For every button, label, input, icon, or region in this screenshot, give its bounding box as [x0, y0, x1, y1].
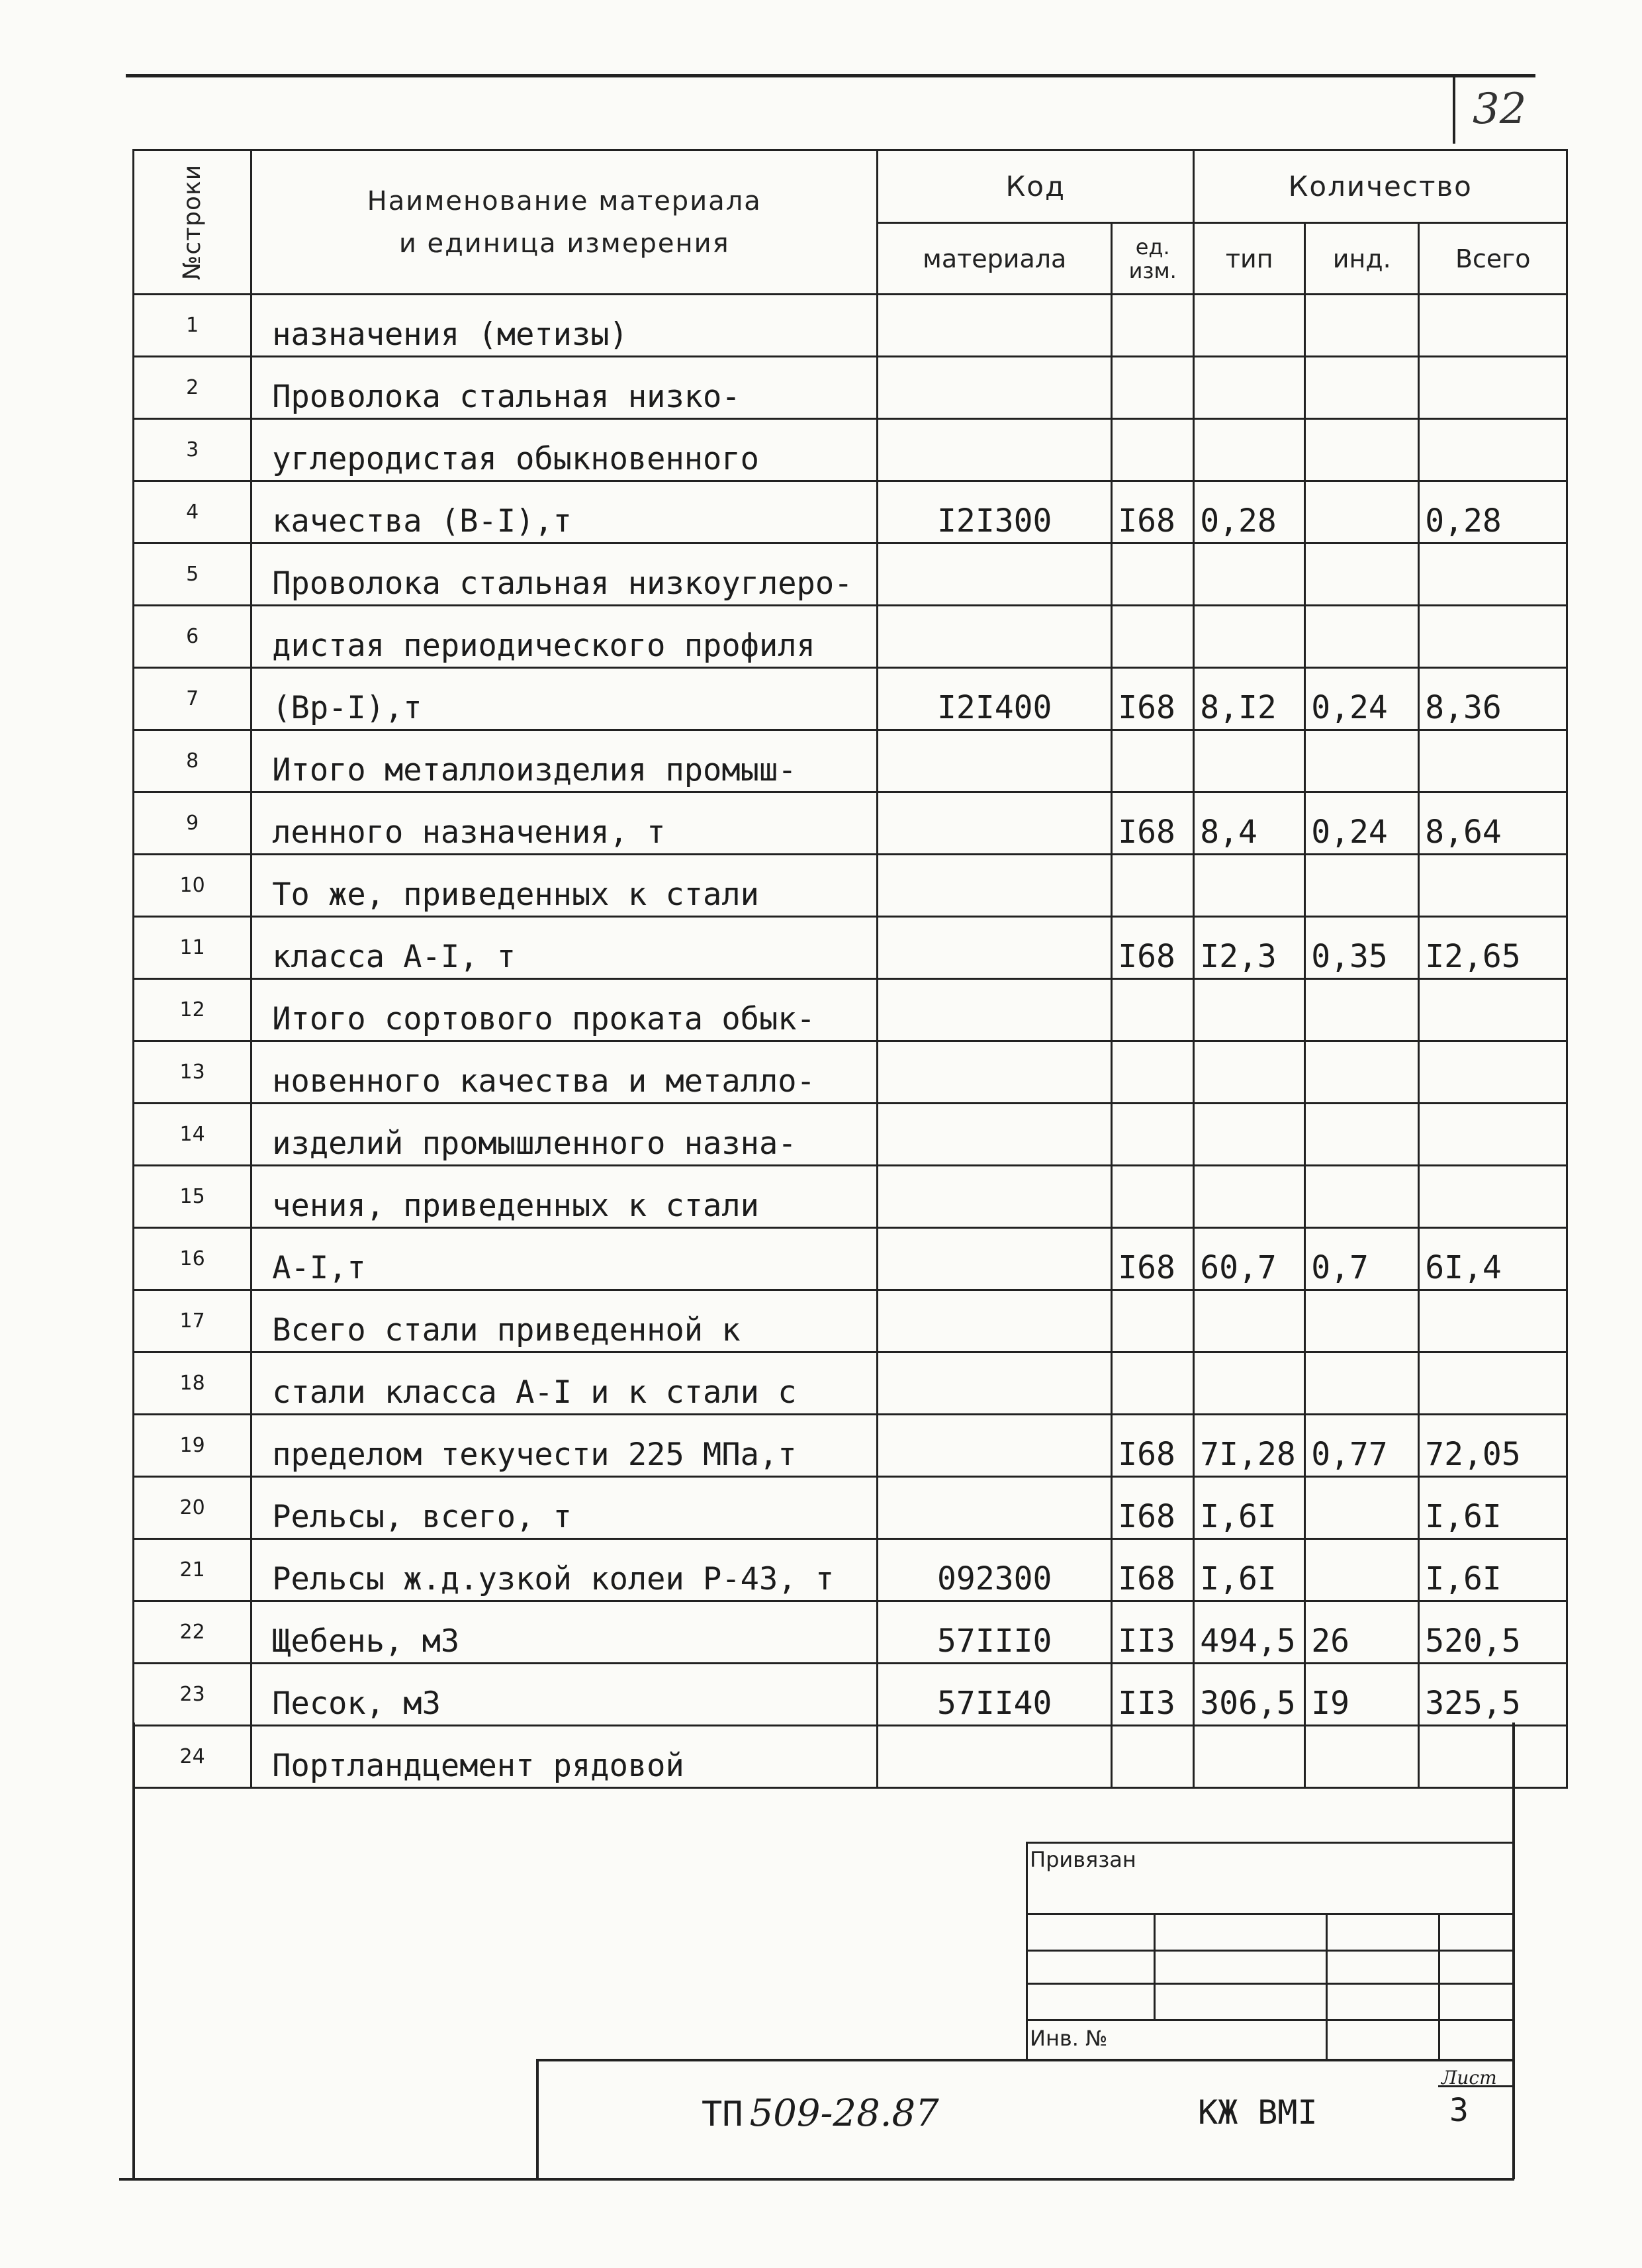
stamp-col-line-1: [1154, 1913, 1156, 2019]
material-code-cell: 57II40: [878, 1664, 1112, 1726]
material-name-cell: новенного качества и металло-: [251, 1041, 878, 1104]
ind-qty-cell: [1305, 1104, 1419, 1166]
material-name-cell: Всего стали приведенной к: [251, 1290, 878, 1352]
material-name-cell: Портландцемент рядовой: [251, 1726, 878, 1788]
total-qty-cell: 0,28: [1419, 481, 1567, 543]
material-name-cell: Проволока стальная низкоуглеро-: [251, 543, 878, 606]
material-code-header: материала: [878, 223, 1112, 295]
stamp-top-line: [1026, 1842, 1514, 1844]
type-qty-cell: 306,5: [1194, 1664, 1305, 1726]
ind-qty-cell: 0,35: [1305, 917, 1419, 979]
row-number-cell: 2: [134, 357, 251, 419]
ind-qty-cell: [1305, 1166, 1419, 1228]
material-code-cell: [878, 1041, 1112, 1104]
unit-code-cell: [1112, 357, 1194, 419]
type-qty-cell: 8,I2: [1194, 668, 1305, 730]
type-qty-cell: 60,7: [1194, 1228, 1305, 1290]
ind-qty-cell: [1305, 606, 1419, 668]
unit-code-cell: [1112, 730, 1194, 792]
row-number-cell: 13: [134, 1041, 251, 1104]
row-number-header: №строки: [134, 150, 251, 295]
table-row: [134, 1477, 1567, 1539]
title-block-left-line: [536, 2059, 539, 2179]
unit-code-cell: [1112, 543, 1194, 606]
material-code-cell: [878, 1415, 1112, 1477]
row-number-cell: 19: [134, 1415, 251, 1477]
stamp-row-line-2: [1028, 1950, 1514, 1952]
material-name-header: Наименование материала и единица измерения: [251, 150, 878, 295]
material-name-cell: дистая периодического профиля: [251, 606, 878, 668]
type-qty-cell: 7I,28: [1194, 1415, 1305, 1477]
frame-bottom-line: [119, 2178, 1514, 2181]
row-number-cell: 16: [134, 1228, 251, 1290]
unit-code-cell: [1112, 1166, 1194, 1228]
table-row: [134, 481, 1567, 543]
stamp-row-line-4: [1028, 2019, 1514, 2021]
ind-qty-cell: [1305, 481, 1419, 543]
stamp-row-line-3: [1028, 1983, 1514, 1985]
ind-qty-cell: 0,77: [1305, 1415, 1419, 1477]
material-name-cell: углеродистая обыкновенного: [251, 419, 878, 481]
stamp-col-line-2: [1326, 1913, 1328, 2060]
table-row: [134, 792, 1567, 855]
row-number-cell: 10: [134, 855, 251, 917]
inventory-label: Инв. №: [1030, 2026, 1108, 2051]
stamp-row-line-1: [1028, 1913, 1514, 1915]
table-row: [134, 1166, 1567, 1228]
type-qty-cell: [1194, 979, 1305, 1041]
page-number: 32: [1473, 85, 1527, 134]
total-qty-header: Всего: [1419, 223, 1567, 295]
type-qty-cell: I2,3: [1194, 917, 1305, 979]
total-qty-cell: [1419, 979, 1567, 1041]
material-code-cell: [878, 917, 1112, 979]
unit-code-cell: [1112, 855, 1194, 917]
total-qty-cell: 6I,4: [1419, 1228, 1567, 1290]
total-qty-cell: [1419, 606, 1567, 668]
material-name-cell: Итого металлоизделия промыш-: [251, 730, 878, 792]
row-number-cell: 5: [134, 543, 251, 606]
ind-qty-cell: 0,24: [1305, 668, 1419, 730]
table-row: [134, 1664, 1567, 1726]
material-name-cell: назначения (метизы): [251, 295, 878, 357]
quantity-group-header: Количество: [1194, 150, 1567, 223]
table-row: [134, 1104, 1567, 1166]
row-number-cell: 15: [134, 1166, 251, 1228]
material-name-cell: Итого сортового проката обык-: [251, 979, 878, 1041]
title-block-top-line: [536, 2059, 1514, 2061]
ind-qty-cell: [1305, 295, 1419, 357]
type-qty-cell: 0,28: [1194, 481, 1305, 543]
document-code: ТП 509-28.87: [702, 2092, 939, 2135]
type-qty-cell: [1194, 1352, 1305, 1415]
material-code-cell: [878, 730, 1112, 792]
unit-code-cell: [1112, 1352, 1194, 1415]
total-qty-cell: [1419, 419, 1567, 481]
type-qty-cell: [1194, 357, 1305, 419]
ind-qty-cell: [1305, 1726, 1419, 1788]
materials-table: [132, 149, 1568, 1789]
table-row: [134, 1041, 1567, 1104]
unit-code-cell: [1112, 1290, 1194, 1352]
table-row: [134, 1726, 1567, 1788]
total-qty-cell: [1419, 1166, 1567, 1228]
row-number-cell: 9: [134, 792, 251, 855]
material-name-cell: чения, приведенных к стали: [251, 1166, 878, 1228]
unit-code-cell: [1112, 1104, 1194, 1166]
total-qty-cell: I,6I: [1419, 1477, 1567, 1539]
table-row: [134, 1352, 1567, 1415]
row-number-cell: 24: [134, 1726, 251, 1788]
total-qty-cell: [1419, 1041, 1567, 1104]
total-qty-cell: [1419, 357, 1567, 419]
row-number-cell: 7: [134, 668, 251, 730]
ind-qty-cell: [1305, 1290, 1419, 1352]
type-qty-cell: I,6I: [1194, 1539, 1305, 1601]
row-number-cell: 4: [134, 481, 251, 543]
material-code-cell: I2I300: [878, 481, 1112, 543]
unit-code-cell: I68: [1112, 1415, 1194, 1477]
ind-qty-cell: [1305, 357, 1419, 419]
table-row: [134, 1228, 1567, 1290]
material-code-cell: [878, 1290, 1112, 1352]
total-qty-cell: 520,5: [1419, 1601, 1567, 1664]
unit-code-cell: I68: [1112, 668, 1194, 730]
material-code-cell: [878, 792, 1112, 855]
row-number-cell: 11: [134, 917, 251, 979]
unit-code-header: ед. изм.: [1112, 223, 1194, 295]
type-qty-cell: I,6I: [1194, 1477, 1305, 1539]
unit-code-cell: [1112, 419, 1194, 481]
ind-qty-cell: [1305, 543, 1419, 606]
type-qty-cell: 494,5: [1194, 1601, 1305, 1664]
material-code-cell: [878, 855, 1112, 917]
ind-qty-cell: [1305, 1477, 1419, 1539]
material-code-cell: [878, 1352, 1112, 1415]
material-name-cell: изделий промышленного назна-: [251, 1104, 878, 1166]
ind-qty-cell: [1305, 1041, 1419, 1104]
row-number-cell: 14: [134, 1104, 251, 1166]
type-qty-cell: [1194, 606, 1305, 668]
material-name-cell: Щебень, м3: [251, 1601, 878, 1664]
table-row: [134, 295, 1567, 357]
unit-code-cell: II3: [1112, 1664, 1194, 1726]
material-name-cell: Проволока стальная низко-: [251, 357, 878, 419]
sheet-number: 3: [1449, 2092, 1469, 2129]
table-row: [134, 1601, 1567, 1664]
unit-code-cell: I68: [1112, 1228, 1194, 1290]
table-row: [134, 668, 1567, 730]
stamp-col-line-3: [1438, 1913, 1440, 2060]
ind-qty-cell: 0,7: [1305, 1228, 1419, 1290]
material-name-cell: качества (В-I),т: [251, 481, 878, 543]
type-qty-cell: [1194, 419, 1305, 481]
row-number-cell: 1: [134, 295, 251, 357]
row-number-cell: 8: [134, 730, 251, 792]
material-name-cell: ленного назначения, т: [251, 792, 878, 855]
material-code-cell: 57III0: [878, 1601, 1112, 1664]
type-qty-cell: [1194, 855, 1305, 917]
material-code-cell: I2I400: [878, 668, 1112, 730]
row-number-cell: 23: [134, 1664, 251, 1726]
unit-code-cell: I68: [1112, 1477, 1194, 1539]
table-row: [134, 1539, 1567, 1601]
total-qty-cell: [1419, 1726, 1567, 1788]
total-qty-cell: 72,05: [1419, 1415, 1567, 1477]
material-name-cell: А-I,т: [251, 1228, 878, 1290]
table-row: [134, 917, 1567, 979]
attached-label: Привязан: [1030, 1847, 1136, 1872]
table-row: [134, 543, 1567, 606]
type-qty-cell: 8,4: [1194, 792, 1305, 855]
type-qty-cell: [1194, 295, 1305, 357]
ind-qty-cell: 0,24: [1305, 792, 1419, 855]
type-qty-cell: [1194, 1290, 1305, 1352]
material-name-cell: пределом текучести 225 МПа,т: [251, 1415, 878, 1477]
type-qty-header: тип: [1194, 223, 1305, 295]
material-code-cell: 092300: [878, 1539, 1112, 1601]
material-code-cell: [878, 606, 1112, 668]
ind-qty-cell: [1305, 1539, 1419, 1601]
unit-code-cell: I68: [1112, 917, 1194, 979]
total-qty-cell: 325,5: [1419, 1664, 1567, 1726]
total-qty-cell: 8,64: [1419, 792, 1567, 855]
unit-code-cell: I68: [1112, 1539, 1194, 1601]
type-qty-cell: [1194, 543, 1305, 606]
unit-code-cell: [1112, 1041, 1194, 1104]
ind-qty-cell: [1305, 730, 1419, 792]
unit-code-cell: [1112, 606, 1194, 668]
total-qty-cell: [1419, 295, 1567, 357]
material-name-cell: Песок, м3: [251, 1664, 878, 1726]
sheet-label: Лист: [1441, 2067, 1497, 2089]
material-code-cell: [878, 1104, 1112, 1166]
unit-code-cell: II3: [1112, 1601, 1194, 1664]
table-row: [134, 419, 1567, 481]
total-qty-cell: [1419, 1290, 1567, 1352]
material-code-cell: [878, 1228, 1112, 1290]
row-number-cell: 22: [134, 1601, 251, 1664]
table-row: [134, 1290, 1567, 1352]
unit-code-cell: [1112, 295, 1194, 357]
material-name-cell: Рельсы, всего, т: [251, 1477, 878, 1539]
row-number-cell: 17: [134, 1290, 251, 1352]
type-qty-cell: [1194, 1041, 1305, 1104]
code-group-header: Код: [878, 150, 1194, 223]
table-row: [134, 606, 1567, 668]
type-qty-cell: [1194, 1104, 1305, 1166]
ind-qty-cell: [1305, 419, 1419, 481]
table-row: [134, 357, 1567, 419]
ind-qty-cell: [1305, 979, 1419, 1041]
unit-code-cell: I68: [1112, 792, 1194, 855]
material-code-cell: [878, 1166, 1112, 1228]
unit-code-cell: [1112, 979, 1194, 1041]
row-number-cell: 18: [134, 1352, 251, 1415]
table-row: [134, 730, 1567, 792]
material-name-cell: (Вр-I),т: [251, 668, 878, 730]
type-qty-cell: [1194, 730, 1305, 792]
material-code-cell: [878, 357, 1112, 419]
material-code-cell: [878, 543, 1112, 606]
total-qty-cell: 8,36: [1419, 668, 1567, 730]
ind-qty-cell: [1305, 1352, 1419, 1415]
table-row: [134, 855, 1567, 917]
total-qty-cell: I,6I: [1419, 1539, 1567, 1601]
total-qty-cell: [1419, 1104, 1567, 1166]
row-number-cell: 3: [134, 419, 251, 481]
total-qty-cell: I2,65: [1419, 917, 1567, 979]
material-name-cell: То же, приведенных к стали: [251, 855, 878, 917]
unit-code-cell: I68: [1112, 481, 1194, 543]
material-name-cell: класса А-I, т: [251, 917, 878, 979]
ind-qty-header: инд.: [1305, 223, 1419, 295]
frame-left-line: [132, 1723, 135, 2179]
material-code-cell: [878, 295, 1112, 357]
ind-qty-cell: 26: [1305, 1601, 1419, 1664]
row-number-cell: 21: [134, 1539, 251, 1601]
type-qty-cell: [1194, 1166, 1305, 1228]
total-qty-cell: [1419, 1352, 1567, 1415]
row-number-cell: 6: [134, 606, 251, 668]
material-code-cell: [878, 419, 1112, 481]
top-rule: [126, 74, 1535, 77]
row-number-cell: 20: [134, 1477, 251, 1539]
total-qty-cell: [1419, 543, 1567, 606]
table-row: [134, 979, 1567, 1041]
material-code-cell: [878, 1726, 1112, 1788]
material-name-cell: стали класса А-I и к стали с: [251, 1352, 878, 1415]
material-code-cell: [878, 1477, 1112, 1539]
unit-code-cell: [1112, 1726, 1194, 1788]
total-qty-cell: [1419, 730, 1567, 792]
type-qty-cell: [1194, 1726, 1305, 1788]
material-name-cell: Рельсы ж.д.узкой колеи Р-43, т: [251, 1539, 878, 1601]
total-qty-cell: [1419, 855, 1567, 917]
ind-qty-cell: [1305, 855, 1419, 917]
row-number-cell: 12: [134, 979, 251, 1041]
table-row: [134, 1415, 1567, 1477]
material-code-cell: [878, 979, 1112, 1041]
document-mark: КЖ ВМI: [1198, 2093, 1318, 2132]
ind-qty-cell: I9: [1305, 1664, 1419, 1726]
